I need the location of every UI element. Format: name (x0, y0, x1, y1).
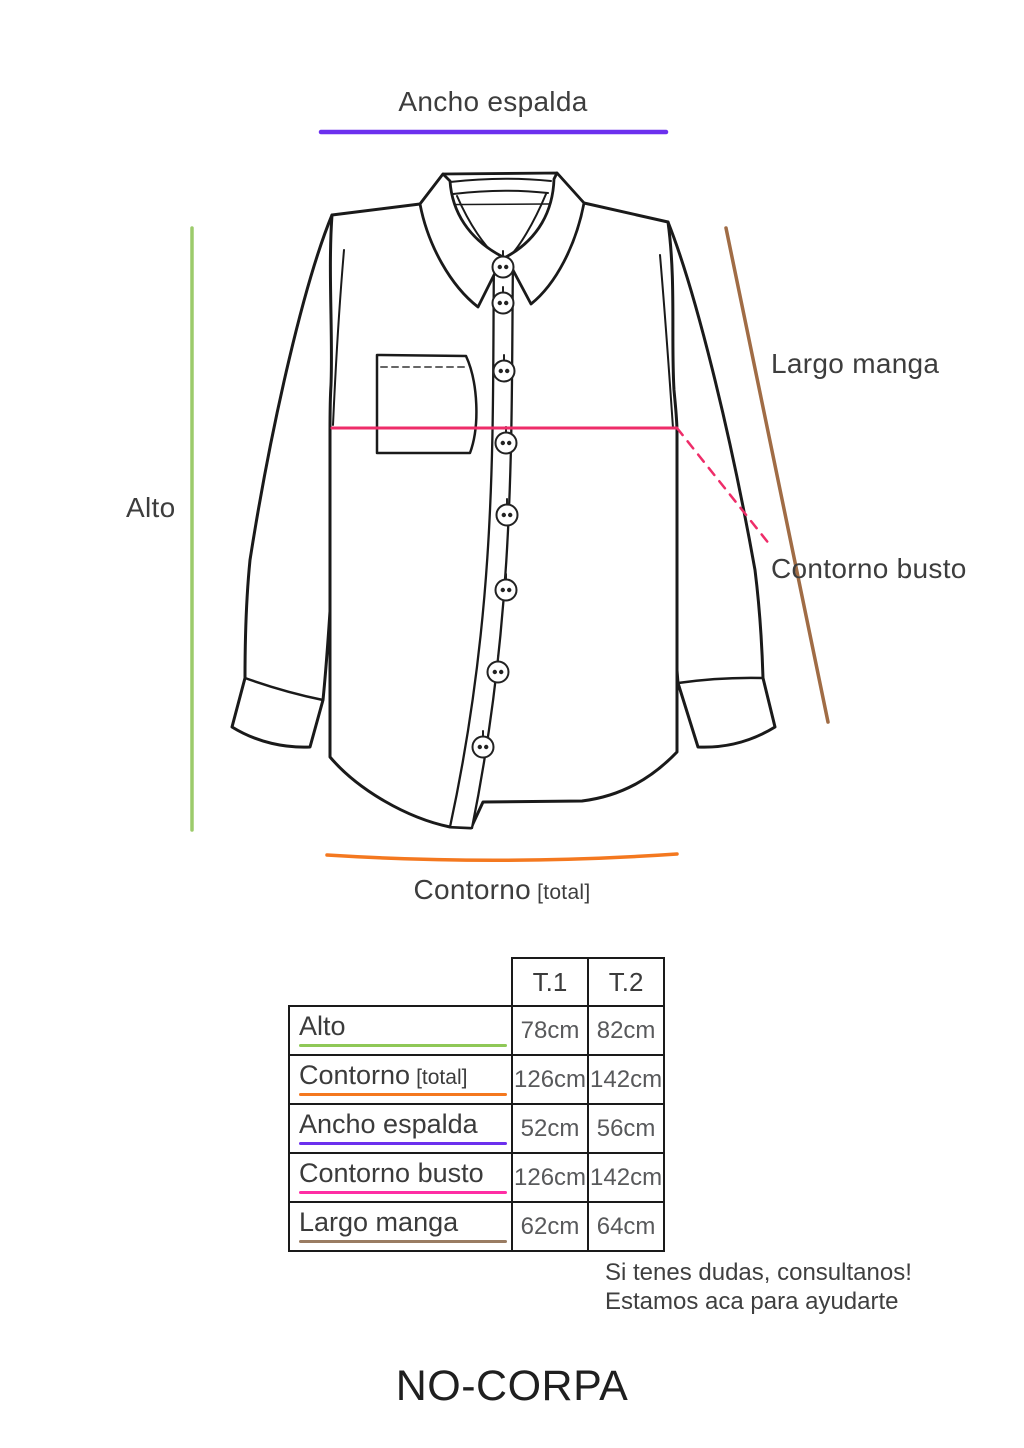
value-t1: 52cm (512, 1104, 588, 1153)
table-row-ancho-espalda (289, 1104, 664, 1153)
shirt-pocket (377, 355, 476, 453)
contorno-busto-label: Contorno busto (771, 553, 967, 584)
contorno-total-line (327, 854, 677, 860)
row-label-cell (289, 1055, 512, 1104)
row-label: Contorno (299, 1060, 411, 1090)
row-underline (299, 1191, 507, 1194)
size-table-header-row (289, 958, 664, 1006)
row-underline (299, 1240, 507, 1243)
row-underline (299, 1044, 507, 1047)
alto-label: Alto (126, 492, 176, 523)
row-label-cell (289, 1202, 512, 1251)
table-row-largo-manga (289, 1202, 664, 1251)
table-row-contorno-total (289, 1055, 664, 1104)
row-label-cell (289, 1006, 512, 1055)
row-label-cell (289, 1153, 512, 1202)
value-t2: 64cm (588, 1202, 664, 1251)
row-underline (299, 1093, 507, 1096)
value-t1: 126cm (512, 1055, 588, 1104)
table-row-alto (289, 1006, 664, 1055)
contorno-total-label-main: Contorno (413, 874, 532, 905)
shirt-left-sleeve (232, 215, 344, 747)
size-header-t1: T.1 (512, 958, 588, 1006)
largo-manga-label: Largo manga (771, 348, 940, 379)
row-label: Largo manga (299, 1207, 459, 1237)
size-table-corner-cell (289, 958, 512, 1006)
value-t2: 142cm (588, 1153, 664, 1202)
row-label: Contorno busto (299, 1158, 484, 1188)
ancho-espalda-label: Ancho espalda (398, 86, 588, 117)
brand-logo: NO-CORPA (395, 1362, 629, 1410)
row-label-cell (289, 1104, 512, 1153)
row-label-qualifier: [total] (416, 1066, 468, 1089)
value-t1: 126cm (512, 1153, 588, 1202)
value-t1: 62cm (512, 1202, 588, 1251)
size-header-t2: T.2 (588, 958, 664, 1006)
value-t2: 82cm (588, 1006, 664, 1055)
contorno-total-label-qualifier: [total] (537, 881, 591, 904)
shirt-drawing (232, 173, 775, 828)
help-note-line1: Si tenes dudas, consultanos! (605, 1259, 912, 1286)
row-underline (299, 1142, 507, 1145)
row-label: Ancho espalda (299, 1109, 478, 1139)
size-table (288, 957, 665, 1252)
value-t2: 56cm (588, 1104, 664, 1153)
table-row-contorno-busto (289, 1153, 664, 1202)
help-note (605, 1258, 912, 1316)
value-t1: 78cm (512, 1006, 588, 1055)
contorno-total-label (327, 874, 677, 906)
help-note-line2: Estamos aca para ayudarte (605, 1288, 899, 1315)
value-t2: 142cm (588, 1055, 664, 1104)
row-label: Alto (299, 1011, 346, 1041)
